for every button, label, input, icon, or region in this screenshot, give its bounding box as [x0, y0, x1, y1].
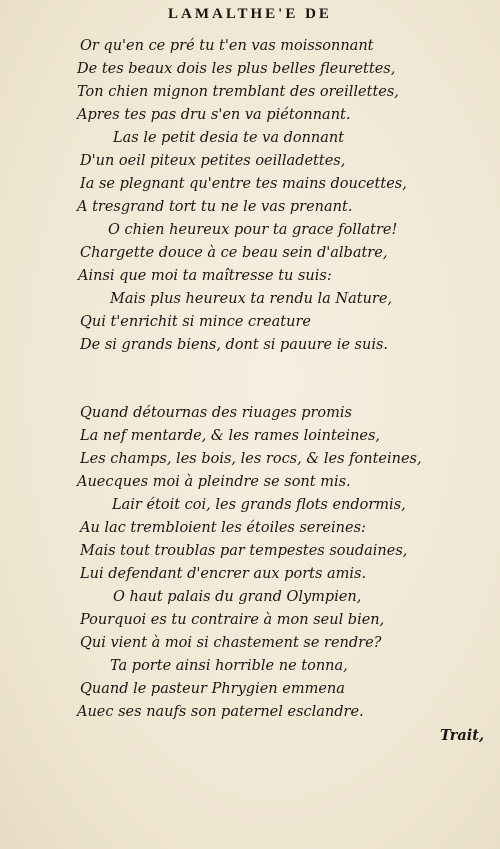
verse-line: Pourquoi es tu contraire à mon seul bien, — [80, 612, 385, 628]
verse-line: Mais plus heureux ta rendu la Nature, — [110, 291, 393, 307]
verse-line: Ton chien mignon tremblant des oreillettes, — [77, 84, 399, 100]
verse-line: Auec ses naufs son paternel esclandre. — [77, 704, 364, 720]
verse-line: De si grands biens, dont si pauure ie suis. — [80, 337, 389, 353]
verse-line: Ainsi que moi ta maîtresse tu suis: — [78, 268, 332, 284]
verse-line: Lui defendant d'encrer aux ports amis. — [80, 566, 367, 582]
running-header: LAMALTHE'E DE — [168, 6, 332, 22]
catchword: Trait, — [439, 727, 484, 744]
verse-line: Or qu'en ce pré tu t'en vas moissonnant — [80, 38, 374, 54]
verse-line: Les champs, les bois, les rocs, & les fonteines, — [80, 451, 422, 467]
verse-line: Qui vient à moi si chastement se rendre? — [80, 635, 382, 651]
verse-line: O haut palais du grand Olympien, — [113, 589, 362, 605]
verse-line: Chargette douce à ce beau sein d'albatre, — [80, 245, 388, 261]
verse-line: Apres tes pas dru s'en va piétonnant. — [77, 107, 351, 123]
verse-line: Qui t'enrichit si mince creature — [80, 314, 311, 330]
verse-line: O chien heureux pour ta grace follatre! — [108, 222, 398, 238]
verse-line: Las le petit desia te va donnant — [113, 130, 345, 146]
verse-line: Ta porte ainsi horrible ne tonna, — [110, 658, 348, 674]
verse-line: Ia se plegnant qu'entre tes mains doucettes, — [80, 176, 407, 192]
verse-line: Mais tout troublas par tempestes soudaines, — [80, 543, 408, 559]
verse-line: A tresgrand tort tu ne le vas prenant. — [77, 199, 353, 215]
verse-line: Quand détournas des riuages promis — [80, 405, 352, 421]
verse-line: Quand le pasteur Phrygien emmena — [80, 681, 345, 697]
verse-line: D'un oeil piteux petites oeilladettes, — [80, 153, 346, 169]
verse-line: La nef mentarde, & les rames lointeines, — [80, 428, 381, 444]
verse-line: Lair étoit coi, les grands flots endormis, — [112, 497, 406, 513]
verse-line: De tes beaux dois les plus belles fleurettes, — [77, 61, 396, 77]
verse-line: Auecques moi à pleindre se sont mis. — [77, 474, 351, 490]
verse-line: Au lac trembloient les étoiles sereines: — [80, 520, 366, 536]
